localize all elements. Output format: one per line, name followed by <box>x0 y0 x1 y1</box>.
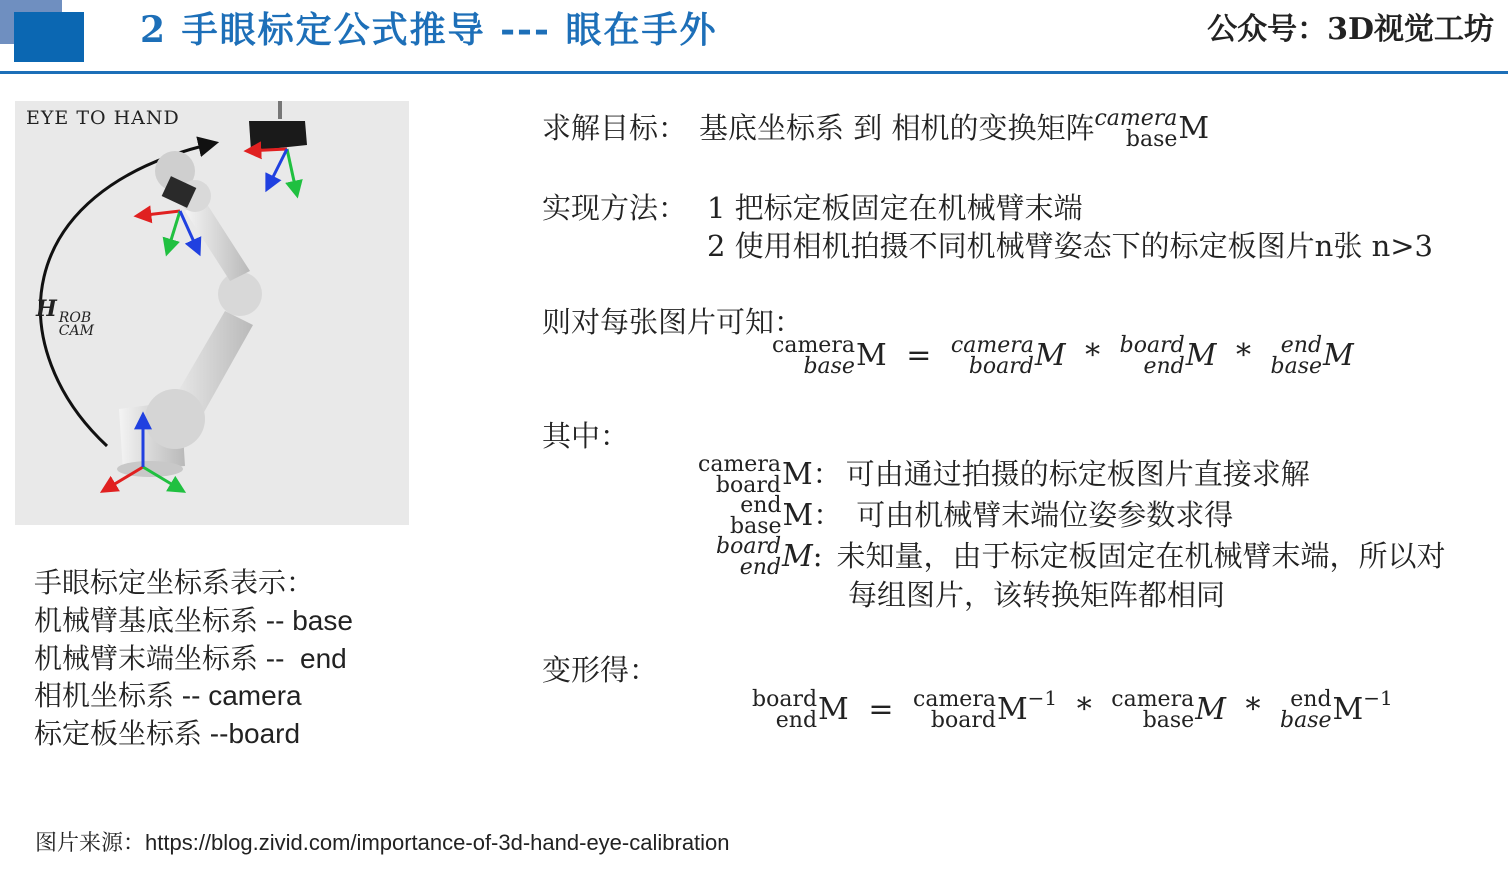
where-item-1: camera board M： 可由通过拍摄的标定板图片直接求解 <box>698 452 1310 498</box>
where-label: 其中： <box>542 419 630 453</box>
known-text: 则对每张图片可知： <box>542 305 804 339</box>
h-rob-cam-label <box>36 296 95 339</box>
goal-label: 求解目标： <box>542 111 688 145</box>
wechat-account: 公众号：3D视觉工坊 <box>1207 12 1494 47</box>
figure-caption: EYE TO HAND <box>26 107 180 129</box>
camera-body <box>249 121 307 151</box>
header-divider <box>0 71 1508 74</box>
logo-block-front <box>14 12 84 62</box>
legend-heading: 手眼标定坐标系表示： <box>34 566 315 599</box>
goal-text: 基底坐标系 到 相机的变换矩阵 <box>699 111 1095 145</box>
legend-item-board: 标定板坐标系 --board <box>34 717 301 750</box>
legend-item-end: 机械臂末端坐标系 -- end <box>34 642 347 675</box>
h-sup: ROB <box>58 310 92 326</box>
image-source <box>35 826 730 857</box>
source-url[interactable]: https://blog.zivid.com/importance-of-3d-hand-eye-calibration <box>145 830 730 855</box>
equation-2: board end M = camera board $M^{-1}$ * camera base M * end base $M^{-1}$ <box>752 686 1393 733</box>
where-item-3-cont: 每组图片，该转换矩阵都相同 <box>848 578 1226 612</box>
legend-item-base: 机械臂基底坐标系 -- base <box>34 604 353 637</box>
h-sub: CAM <box>58 323 94 340</box>
slide-title: 2 手眼标定公式推导 --- 眼在手外 <box>140 9 718 51</box>
source-label: 图片来源： <box>35 831 146 856</box>
where-item-2: end base M： 可由机械臂末端位姿参数求得 <box>730 493 1234 539</box>
goal-line: 求解目标： 基底坐标系 到 相机的变换矩阵 camera base M <box>542 106 1210 152</box>
transform-label: 变形得： <box>542 653 659 687</box>
method-step-1: 1 把标定板固定在机械臂末端 <box>707 191 1083 225</box>
camera-mount <box>278 101 282 119</box>
where-item-3: board end M: 未知量，由于标定板固定在机械臂末端，所以对 <box>716 534 1446 580</box>
h-main: H <box>36 296 57 322</box>
legend-item-camera: 相机坐标系 -- camera <box>34 679 302 712</box>
method-step-2: 2 使用相机拍摄不同机械臂姿态下的标定板图片n张 n>3 <box>707 229 1433 263</box>
method-label: 实现方法： <box>542 191 688 225</box>
equation-1: camera base M = camera board M * board end M * end base M <box>772 333 1354 379</box>
